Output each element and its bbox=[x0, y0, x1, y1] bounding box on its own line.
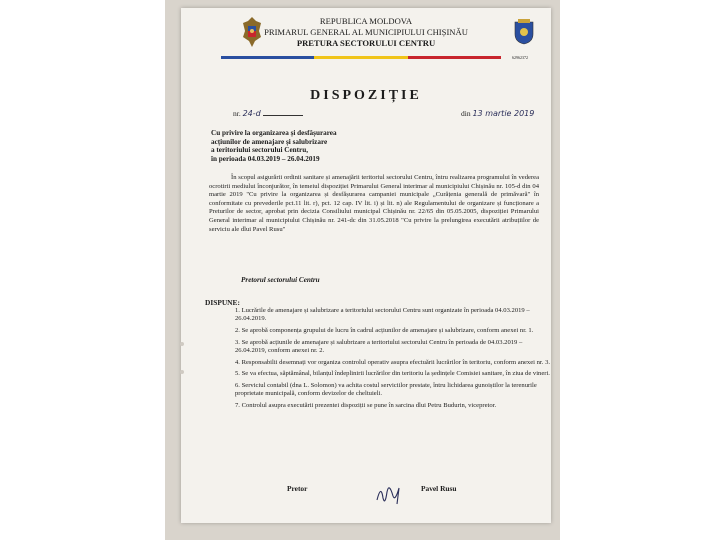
item-text: Se aprobă componența grupului de lucru în cadrul acțiunilor de amenajare și salubrizare, conform anexei nr. 1. bbox=[241, 327, 534, 334]
document-subject bbox=[211, 129, 337, 163]
item-number: 2. bbox=[235, 327, 240, 334]
handwritten-signature bbox=[373, 478, 407, 508]
list-item bbox=[235, 339, 551, 356]
emblem-code: 62962372 bbox=[512, 55, 528, 60]
list-item bbox=[235, 327, 551, 335]
item-text: Responsabilii desemnați vor organiza controlul operativ asupra efectuării lucrărilor în teritoriu, conform anexei nr. 3. bbox=[241, 358, 551, 366]
item-number: 6. bbox=[235, 381, 240, 389]
subject-line: în perioada 04.03.2019 – 26.04.2019 bbox=[211, 154, 320, 163]
list-item bbox=[235, 402, 551, 410]
subject-line: acțiunilor de amenajare și salubrizare bbox=[211, 137, 328, 146]
list-item bbox=[235, 359, 551, 367]
header-pretura: PRETURA SECTORULUI CENTRU bbox=[296, 38, 436, 48]
list-item bbox=[235, 382, 551, 399]
item-number: 1. bbox=[235, 307, 240, 314]
item-text: Se va efectua, săptămânal, bilanțul îndeplinirii lucrărilor din teritoriu la ședințele Comisiei sanitare, în ziua de vineri. bbox=[241, 370, 550, 378]
preamble-paragraph: În scopul asigurării ordinii sanitare și amenajării teritoriul sectorului Centru, întru realizarea programului în vederea ocrotirii mediului înconjurător, în temeiul dispoziției Primarului General interimar al municipiului Chișinău nr. 105-d din 04 martie 2019 "Cu privire la organizarea și desfășurarea campaniei municipale „Curățenia generală de primăvară" în conformitate cu prevederile pct.11 lit. r), pct. 12 cap. IV lit. i) și lit. n) ale Regulamentului de organizare și funcționare a Preturilor de sector, aprobat prin decizia Consiliului municipal Chișinău nr. 22/65 din 05.05.2005, dispoziției Primarului General interimar al municipiului Chișinău nr. 241-dc din 31.05.2018 "Cu privire la prelungirea executării atribuțiilor de serviciu ale dlui Pavel Rusu" bbox=[209, 174, 539, 233]
flag-red-stripe bbox=[408, 56, 501, 59]
item-text: Controlul asupra executării prezentei dispoziții se pune în sarcina dlui Petru Budurin, vicepretor. bbox=[241, 401, 497, 409]
dispositions-list bbox=[225, 307, 551, 413]
item-text: Lucrările de amenajare și salubrizare a teritoriului sectorului Centru sunt organizate în perioada 04.03.2019 – 26.04.2019. bbox=[235, 307, 530, 323]
dispune-heading: DISPUNE: bbox=[205, 298, 240, 307]
list-item bbox=[235, 307, 551, 324]
flag-blue-stripe bbox=[221, 56, 314, 59]
subject-line: a teritoriului sectorului Centru, bbox=[211, 146, 309, 154]
number-underline bbox=[263, 115, 303, 116]
date-value: 13 martie 2019 bbox=[472, 109, 535, 118]
document-number bbox=[233, 109, 303, 118]
flag-divider bbox=[221, 56, 501, 59]
item-text: Se aprobă acțiunile de amenajare și salubrizare a teritoriului sectorului Centru în perioada de 04.03.2019 – 26.04.2019, conform anexei nr. 2. bbox=[235, 338, 523, 354]
number-prefix: nr. bbox=[233, 109, 241, 118]
signature-name: Pavel Rusu bbox=[421, 484, 457, 493]
signature-role: Pretor bbox=[287, 484, 308, 493]
list-item bbox=[235, 370, 551, 378]
date-prefix: din bbox=[461, 109, 471, 118]
flag-yellow-stripe bbox=[314, 56, 407, 59]
document-page bbox=[181, 8, 551, 523]
issuer-line: Pretorul sectorului Centru bbox=[241, 276, 320, 284]
item-number: 7. bbox=[235, 401, 240, 409]
punch-holes bbox=[179, 338, 185, 378]
header-mayor: PRIMARUL GENERAL AL MUNICIPIULUI CHIȘINĂU bbox=[264, 27, 468, 37]
header-country: REPUBLICA MOLDOVA bbox=[319, 16, 413, 26]
number-value: 24-d bbox=[242, 109, 261, 118]
item-number: 5. bbox=[235, 370, 240, 378]
chisinau-coat-of-arms-icon bbox=[514, 19, 534, 45]
item-number: 3. bbox=[235, 338, 240, 346]
document-date bbox=[461, 109, 534, 118]
item-text: Serviciul contabil (dna L. Solomon) va achita costul serviciilor prestate, întru lichidarea gunoiștilor la terenurile proprietate municipală, conform devizelor de cheltuieli. bbox=[235, 381, 537, 398]
subject-line: Cu privire la organizarea și desfășurarea bbox=[211, 129, 337, 137]
document-title: DISPOZIȚIE bbox=[310, 88, 422, 103]
item-number: 4. bbox=[235, 358, 240, 366]
